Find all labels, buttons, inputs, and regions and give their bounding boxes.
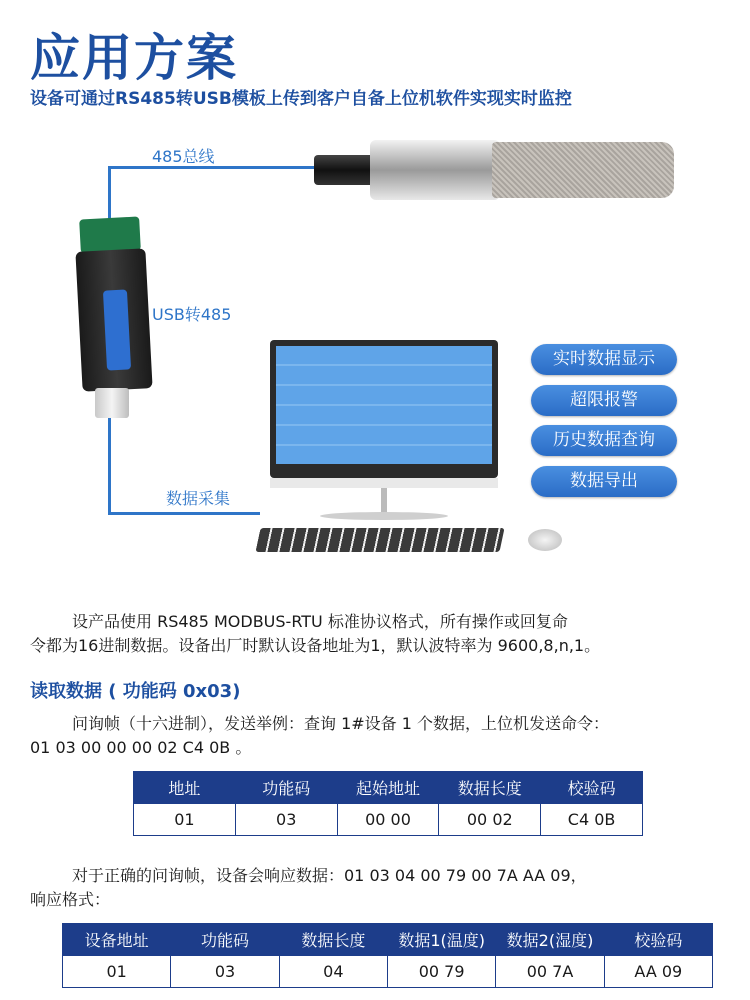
table-header-cell: 地址 [134, 772, 236, 804]
table-cell: 03 [235, 804, 337, 836]
table-header-row [63, 924, 713, 956]
table-header-cell: 设备地址 [63, 924, 171, 956]
table-cell: 00 02 [439, 804, 541, 836]
collect-label: 数据采集 [166, 489, 231, 508]
page-title: 应用方案 [30, 29, 238, 87]
table-cell: 00 7A [496, 956, 604, 988]
usb-converter-label-plate [103, 289, 131, 370]
table-cell: C4 0B [541, 804, 643, 836]
response-frame-table [62, 923, 713, 988]
sensor-cable-image [314, 155, 374, 185]
table-cell: 04 [279, 956, 387, 988]
table-header-cell: 数据2(湿度) [496, 924, 604, 956]
table-header-cell: 数据1(温度) [387, 924, 495, 956]
table-header-cell: 校验码 [604, 924, 712, 956]
mouse-image [528, 529, 562, 551]
feature-history-query: 历史数据查询 [531, 425, 677, 456]
table-cell: 00 79 [387, 956, 495, 988]
table-header-cell: 功能码 [171, 924, 279, 956]
bus-label: 485总线 [152, 147, 215, 166]
table-header-row [134, 772, 643, 804]
intro-line-2: 令都为16进制数据。设备出厂时默认设备地址为1，默认波特率为 9600,8,n,1。 [30, 636, 601, 655]
sensor-probe-image [492, 142, 674, 198]
read-section-title: 读取数据 ( 功能码 0x03) [30, 681, 241, 702]
feature-data-export: 数据导出 [531, 466, 677, 497]
monitor-screen-software [276, 346, 492, 464]
table-header-cell: 数据长度 [439, 772, 541, 804]
table-header-cell: 校验码 [541, 772, 643, 804]
table-header-cell: 功能码 [235, 772, 337, 804]
table-cell: 01 [63, 956, 171, 988]
query-line-2: 01 03 00 00 00 02 C4 0B 。 [30, 738, 252, 757]
query-line-1: 问询帧（十六进制），发送举例：查询 1#设备 1 个数据，上位机发送命令： [72, 714, 610, 733]
sensor-connector-image [370, 140, 500, 200]
table-header-cell: 数据长度 [279, 924, 387, 956]
table-cell: 01 [134, 804, 236, 836]
table-cell: 03 [171, 956, 279, 988]
keyboard-image [255, 528, 504, 552]
feature-realtime-display: 实时数据显示 [531, 344, 677, 375]
table-cell: 00 00 [337, 804, 439, 836]
collect-wire-vertical [108, 418, 111, 514]
table-row [63, 956, 713, 988]
monitor-chin [270, 478, 498, 488]
intro-line-1: 设产品使用 RS485 MODBUS-RTU 标准协议格式，所有操作或回复命 [72, 612, 568, 631]
feature-limit-alarm: 超限报警 [531, 385, 677, 416]
query-frame-table [133, 771, 643, 836]
usb-plug-image [95, 388, 129, 418]
response-line-2: 响应格式： [30, 890, 111, 909]
converter-label: USB转485 [152, 305, 232, 324]
table-cell: AA 09 [604, 956, 712, 988]
page-subtitle: 设备可通过RS485转USB模板上传到客户自备上位机软件实现实时监控 [30, 89, 572, 109]
collect-wire-horizontal [108, 512, 260, 515]
table-row [134, 804, 643, 836]
response-line-1: 对于正确的问询帧，设备会响应数据：01 03 04 00 79 00 7A AA 09， [72, 866, 587, 885]
monitor-base [320, 512, 448, 520]
table-header-cell: 起始地址 [337, 772, 439, 804]
